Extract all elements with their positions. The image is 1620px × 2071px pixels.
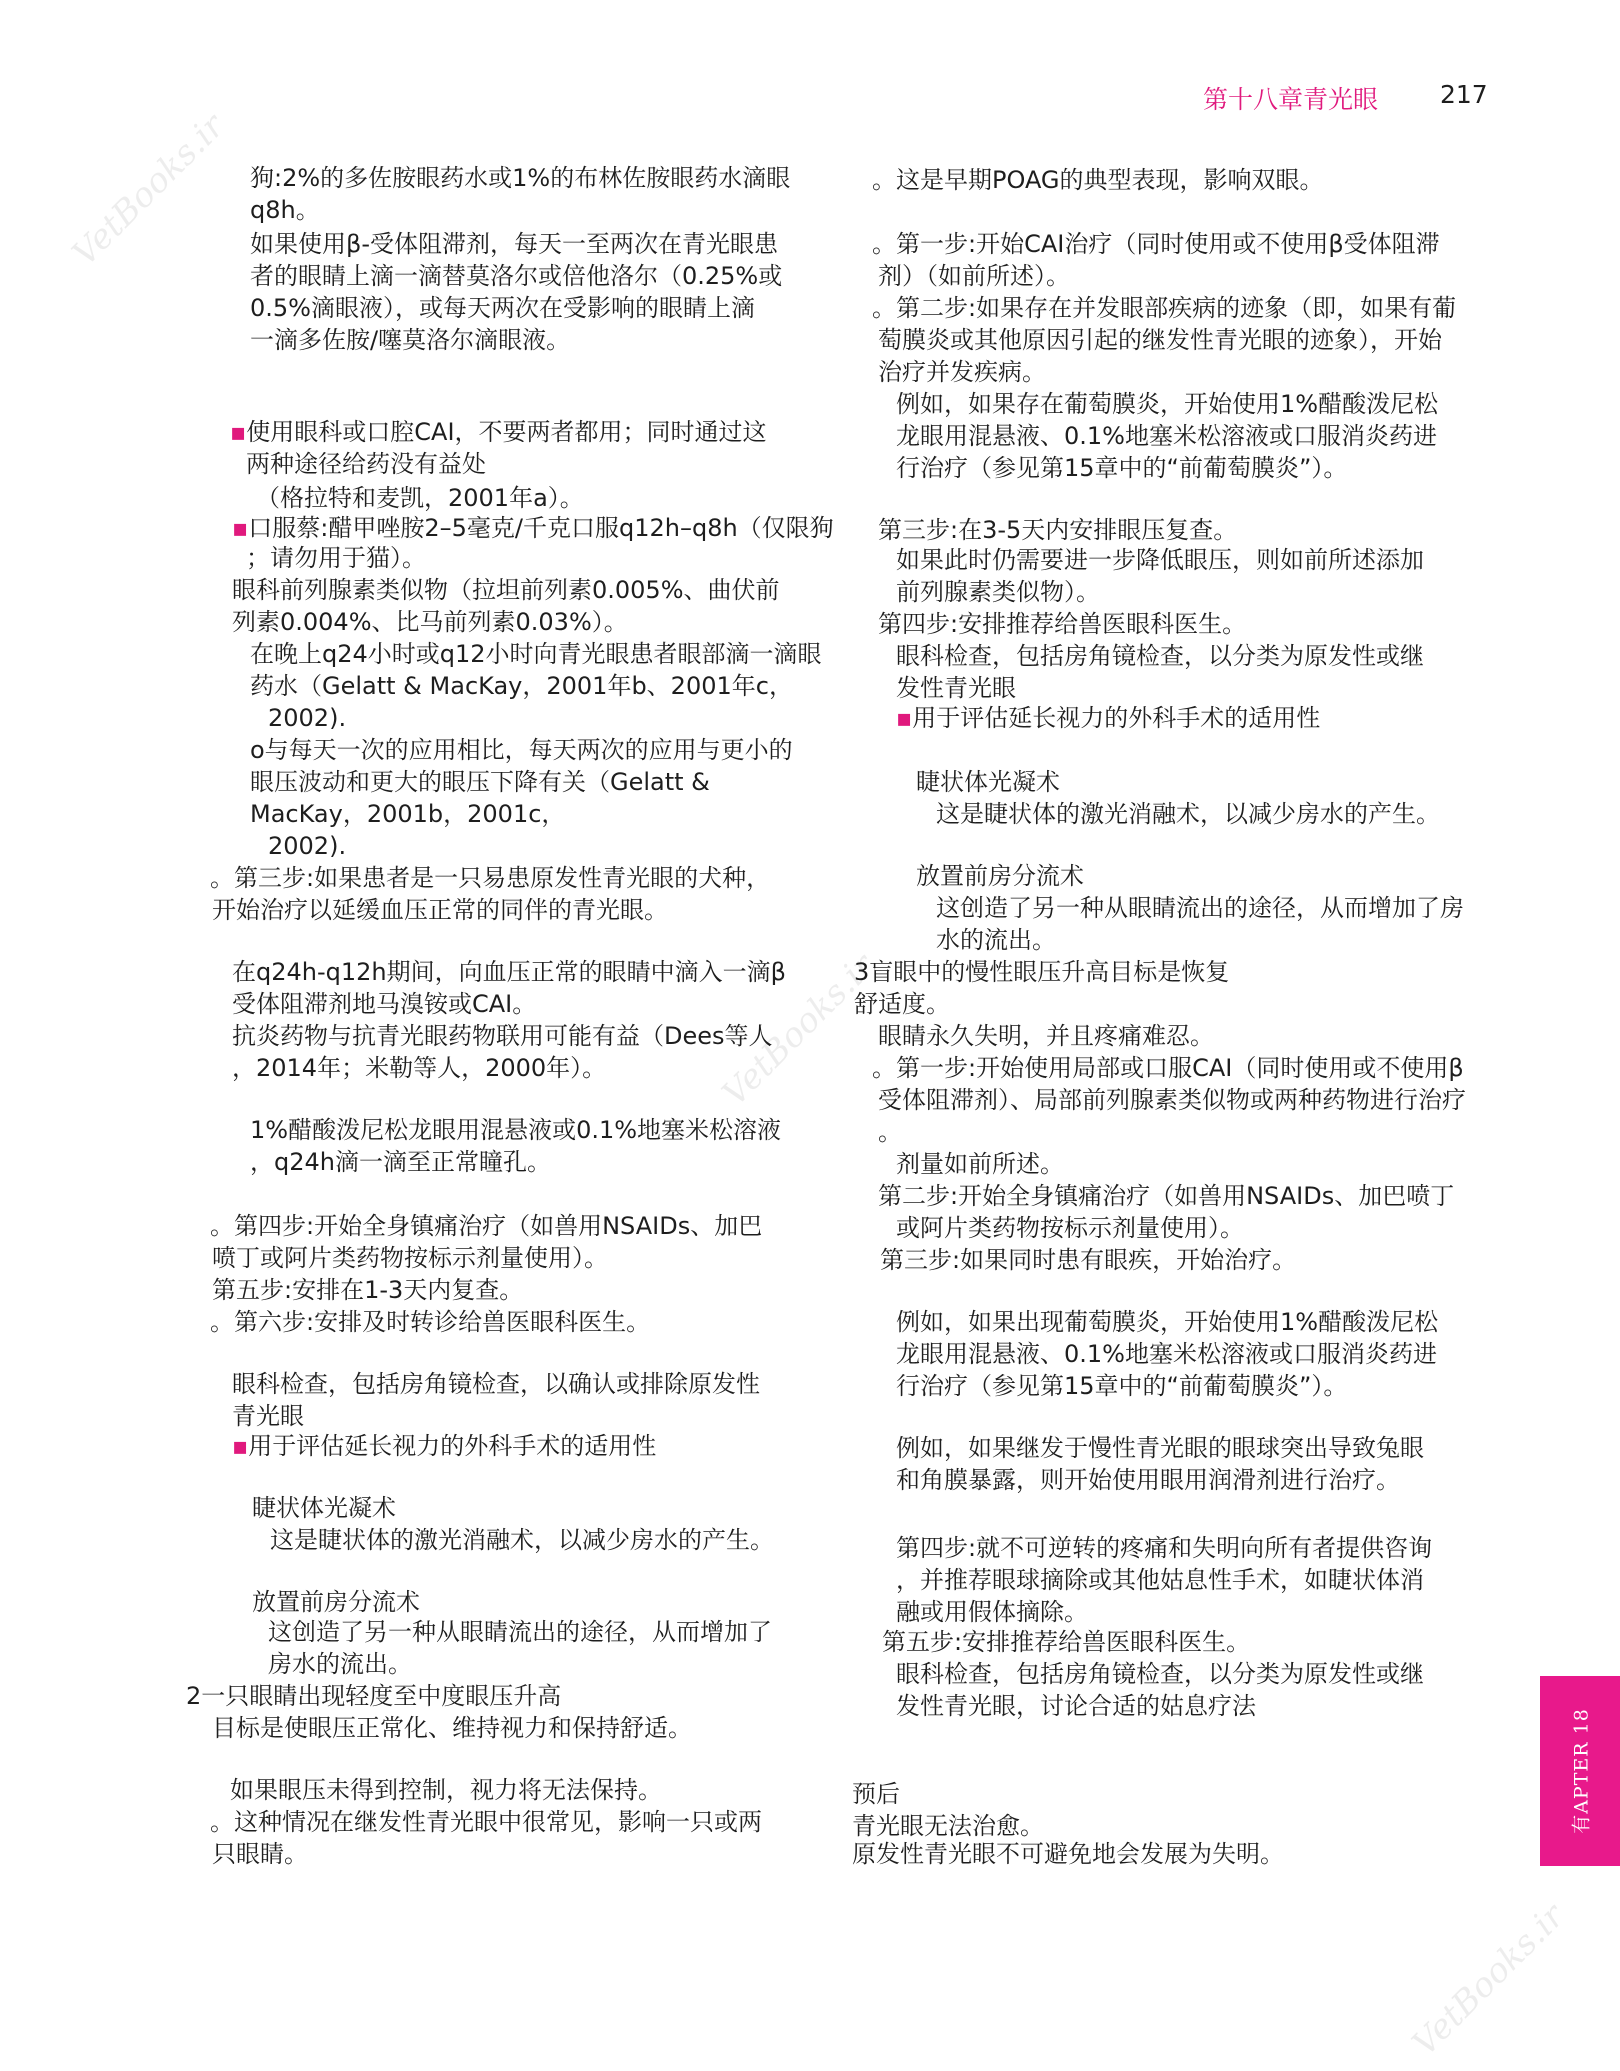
text-line: 。第二步:如果存在并发眼部疾病的迹象（即，如果有葡: [872, 294, 1457, 322]
text-line: q8h。: [250, 196, 320, 224]
text-line: 2002).: [268, 704, 347, 732]
bullet-icon: ▪: [232, 514, 249, 542]
text-line: ，2014年；米勒等人，2000年）。: [232, 1054, 607, 1082]
text-line: 药水（Gelatt & MacKay，2001年b、2001年c，: [250, 672, 793, 700]
text-line: 如果眼压未得到控制，视力将无法保持。: [230, 1776, 662, 1804]
text-line: 原发性青光眼不可避免地会发展为失明。: [852, 1840, 1284, 1868]
text-line: 列素0.004%、比马前列素0.03%）。: [232, 608, 628, 636]
text-line: 。: [878, 1118, 902, 1146]
text-line: 如果使用β-受体阻滞剂，每天一至两次在青光眼患: [250, 230, 778, 258]
text-line: 和角膜暴露，则开始使用眼用润滑剂进行治疗。: [896, 1466, 1400, 1494]
text-line: 眼科前列腺素类似物（拉坦前列素0.005%、曲伏前: [232, 576, 780, 604]
text-line: ，并推荐眼球摘除或其他姑息性手术，如睫状体消: [896, 1566, 1424, 1594]
text-line: 一滴多佐胺/噻莫洛尔滴眼液。: [250, 326, 571, 354]
text-line: 这是睫状体的激光消融术，以减少房水的产生。: [936, 800, 1440, 828]
text-line: 这创造了另一种从眼睛流出的途径，从而增加了: [268, 1618, 772, 1646]
text-line: 例如，如果存在葡萄膜炎，开始使用1%醋酸泼尼松: [896, 390, 1439, 418]
text-line: 眼压波动和更大的眼压下降有关（Gelatt &: [250, 768, 710, 796]
text-line: 受体阻滞剂）、局部前列腺素类似物或两种药物进行治疗: [878, 1086, 1466, 1114]
text-line: 3盲眼中的慢性眼压升高目标是恢复: [854, 958, 1230, 986]
text-line: 受体阻滞剂地马溴铵或CAI。: [232, 990, 537, 1018]
text-line: 第二步:开始全身镇痛治疗（如兽用NSAIDs、加巴喷丁: [878, 1182, 1455, 1210]
page-number: 217: [1440, 80, 1488, 109]
text-line: 睫状体光凝术: [252, 1494, 396, 1522]
bullet-item: ▪用于评估延长视力的外科手术的适用性: [232, 1432, 657, 1460]
text-line: 喷丁或阿片类药物按标示剂量使用）。: [212, 1244, 608, 1272]
text-line: 狗:2%的多佐胺眼药水或1%的布林佐胺眼药水滴眼: [250, 164, 791, 192]
text-line: 者的眼睛上滴一滴替莫洛尔或倍他洛尔（0.25%或: [250, 262, 783, 290]
text-line: 抗炎药物与抗青光眼药物联用可能有益（Dees等人: [232, 1022, 773, 1050]
bullet-icon: ▪: [232, 1432, 249, 1460]
text-line: 2一只眼睛出现轻度至中度眼压升高: [186, 1682, 562, 1710]
text-line: 眼科检查，包括房角镜检查，以分类为原发性或继: [896, 1660, 1424, 1688]
text-line: 睫状体光凝术: [916, 768, 1060, 796]
text-line: 萄膜炎或其他原因引起的继发性青光眼的迹象），开始: [878, 326, 1442, 354]
text-line: 发性青光眼，讨论合适的姑息疗法: [896, 1692, 1256, 1720]
bullet-item: ▪口服蔡:醋甲唑胺2–5毫克/千克口服q12h–q8h（仅限狗: [232, 514, 834, 542]
text-line: ，q24h滴一滴至正常瞳孔。: [250, 1148, 551, 1176]
text-line: 如果此时仍需要进一步降低眼压，则如前所述添加: [896, 546, 1424, 574]
text-line: 房水的流出。: [268, 1650, 412, 1678]
text-line: 舒适度。: [854, 990, 950, 1018]
text-line: 剂量如前所述。: [896, 1150, 1064, 1178]
section-heading: 预后: [852, 1780, 900, 1808]
text-line: 开始治疗以延缓血压正常的同伴的青光眼。: [212, 896, 668, 924]
text-line: 2002).: [268, 832, 347, 860]
text-line: 龙眼用混悬液、0.1%地塞米松溶液或口服消炎药进: [896, 422, 1437, 450]
bullet-item: ▪用于评估延长视力的外科手术的适用性: [896, 704, 1321, 732]
text-line: 。这种情况在继发性青光眼中很常见，影响一只或两: [210, 1808, 762, 1836]
watermark: VetBooks.ir: [1404, 1896, 1573, 2064]
text-line: 放置前房分流术: [916, 862, 1084, 890]
text-line: 第五步:安排推荐给兽医眼科医生。: [882, 1628, 1251, 1656]
bullet-item: ▪使用眼科或口腔CAI，不要两者都用；同时通过这: [230, 418, 767, 446]
text-line: 。第一步:开始使用局部或口服CAI（同时使用或不使用β: [872, 1054, 1464, 1082]
text-line: ；请勿用于猫）。: [246, 544, 426, 572]
text-line: 第五步:安排在1-3天内复查。: [212, 1276, 524, 1304]
text-line: 第四步:就不可逆转的疼痛和失明向所有者提供咨询: [896, 1534, 1433, 1562]
text-line: 治疗并发疾病。: [878, 358, 1046, 386]
text-line: 水的流出。: [936, 926, 1056, 954]
watermark: VetBooks.ir: [64, 106, 233, 274]
text-line: 发性青光眼: [896, 674, 1016, 702]
text-line: 。第六步:安排及时转诊给兽医眼科医生。: [210, 1308, 651, 1336]
text-line: 剂）（如前所述）。: [878, 262, 1070, 290]
chapter-side-tab: [1540, 1676, 1620, 1866]
text-line: 例如，如果出现葡萄膜炎，开始使用1%醋酸泼尼松: [896, 1308, 1439, 1336]
bullet-icon: ▪: [896, 704, 913, 732]
text-line: 。第三步:如果患者是一只易患原发性青光眼的犬种，: [210, 864, 771, 892]
text-line: 第四步:安排推荐给兽医眼科医生。: [878, 610, 1247, 638]
text-line: 在q24h-q12h期间，向血压正常的眼睛中滴入一滴β: [232, 958, 786, 986]
text-line: 例如，如果继发于慢性青光眼的眼球突出导致兔眼: [896, 1434, 1424, 1462]
text-line: 或阿片类药物按标示剂量使用）。: [896, 1214, 1244, 1242]
text-line: 第三步:如果同时患有眼疾，开始治疗。: [880, 1246, 1297, 1274]
text-line: 0.5%滴眼液），或每天两次在受影响的眼睛上滴: [250, 294, 755, 322]
text-line: 第三步:在3-5天内安排眼压复查。: [878, 516, 1238, 544]
text-line: 只眼睛。: [212, 1840, 308, 1868]
text-line: 这是睫状体的激光消融术，以减少房水的产生。: [270, 1526, 774, 1554]
text-line: 青光眼无法治愈。: [852, 1812, 1044, 1840]
text-line: o与每天一次的应用相比，每天两次的应用与更小的: [250, 736, 793, 764]
text-line: 眼科检查，包括房角镜检查，以分类为原发性或继: [896, 642, 1424, 670]
text-line: 。第一步:开始CAI治疗（同时使用或不使用β受体阻滞: [872, 230, 1440, 258]
text-line: 在晚上q24小时或q12小时向青光眼患者眼部滴一滴眼: [250, 640, 822, 668]
text-line: 眼科检查，包括房角镜检查，以确认或排除原发性: [232, 1370, 760, 1398]
bullet-icon: ▪: [230, 418, 247, 446]
text-line: （格拉特和麦凯，2001年a）。: [256, 484, 584, 512]
watermark: VetBooks.ir: [714, 946, 883, 1114]
chapter-title: 第十八章青光眼: [1203, 85, 1379, 114]
text-line: 前列腺素类似物）。: [896, 578, 1100, 606]
text-line: 龙眼用混悬液、0.1%地塞米松溶液或口服消炎药进: [896, 1340, 1437, 1368]
text-line: 青光眼: [232, 1402, 304, 1430]
text-line: 行治疗（参见第15章中的“前葡萄膜炎”）。: [896, 454, 1348, 482]
text-line: 眼睛永久失明，并且疼痛难忍。: [878, 1022, 1214, 1050]
text-line: MacKay，2001b，2001c，: [250, 800, 566, 828]
text-line: 两种途径给药没有益处: [246, 450, 486, 478]
text-line: 这创造了另一种从眼睛流出的途径，从而增加了房: [936, 894, 1464, 922]
text-line: 。这是早期POAG的典型表现，影响双眼。: [872, 166, 1324, 194]
text-line: 目标是使眼压正常化、维持视力和保持舒适。: [212, 1714, 692, 1742]
text-line: 。第四步:开始全身镇痛治疗（如兽用NSAIDs、加巴: [210, 1212, 763, 1240]
text-line: 行治疗（参见第15章中的“前葡萄膜炎”）。: [896, 1372, 1348, 1400]
text-line: 1%醋酸泼尼松龙眼用混悬液或0.1%地塞米松溶液: [250, 1116, 782, 1144]
text-line: 融或用假体摘除。: [896, 1598, 1088, 1626]
text-line: 放置前房分流术: [252, 1588, 420, 1616]
chapter-side-tab-label: 有APTER 18: [1570, 1708, 1593, 1834]
